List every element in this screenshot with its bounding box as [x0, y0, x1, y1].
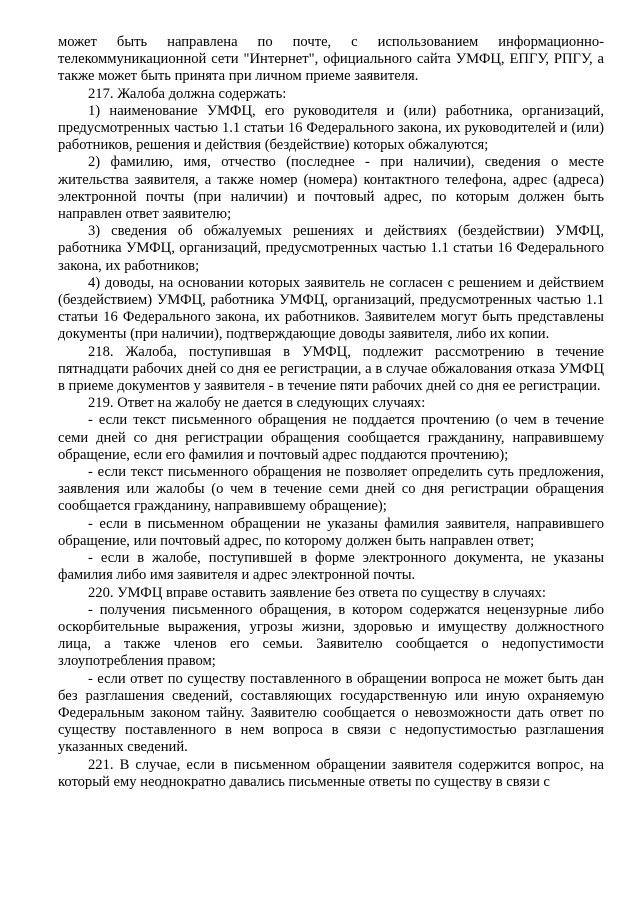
paragraph-217: 217. Жалоба должна содержать: [88, 85, 287, 102]
document-page [58, 34, 604, 791]
paragraph-intro-continuation: может быть направлена по почте, с использованием информационно-телекоммуникационной сети "Интернет", официального сайта УМФЦ, ЕПГУ, РПГУ, а также может быть принята при личном приеме заявителя. [58, 34, 604, 85]
paragraph-221: 221. В случае, если в письменном обращении заявителя содержится вопрос, на который ему неоднократно давались письменные ответы по существу в связи с [58, 756, 604, 790]
paragraph-219: 219. Ответ на жалобу не дается в следующих случаях: [88, 395, 426, 412]
paragraph-220: 220. УМФЦ вправе оставить заявление без ответа по существу в случаях: [88, 584, 546, 601]
paragraph-218: 218. Жалоба, поступившая в УМФЦ, подлежит рассмотрению в течение пятнадцати рабочих дней со дня ее регистрации, а в случае обжалования отказа УМФЦ в приеме документов у заявителя - в течение пяти рабочих дней со дня ее регистрации. [58, 343, 604, 395]
paragraph-217-item-4: 4) доводы, на основании которых заявитель не согласен с решением и действием (бездействием) УМФЦ, работника УМФЦ, организаций, предусмотренных частью 1.1 статьи 16 Федерального закона, их работников. Заявителем могут быть представлены документы (при наличии), подтверждающие доводы заявителя, либо их копии. [58, 274, 604, 343]
paragraph-217-item-1: 1) наименование УМФЦ, его руководителя и (или) работника, организаций, предусмотренных частью 1.1 статьи 16 Федерального закона, их руководителей и (или) работников, решения и действия (бездействие) которых обжалуются; [58, 102, 604, 154]
paragraph-219-case-4: - если в жалобе, поступившей в форме электронного документа, не указаны фамилия либо имя заявителя и адрес электронной почты. [58, 550, 604, 584]
paragraph-217-item-2: 2) фамилию, имя, отчество (последнее - при наличии), сведения о месте жительства заявителя, а также номер (номера) контактного телефона, адрес (адреса) электронной почты (при наличии) и почтовый адрес, по которым должен быть направлен ответ заявителю; [58, 154, 604, 223]
paragraph-220-case-1: - получения письменного обращения, в котором содержатся нецензурные либо оскорбительные выражения, угрозы жизни, здоровью и имуществу должностного лица, а также членов его семьи. Заявителю сообщается о недопустимости злоупотребления правом; [58, 601, 604, 670]
paragraph-219-case-3: - если в письменном обращении не указаны фамилия заявителя, направившего обращение, или почтовый адрес, по которому должен быть направлен ответ; [58, 515, 604, 549]
paragraph-219-case-1: - если текст письменного обращения не поддается прочтению (о чем в течение семи дней со дня регистрации обращения сообщается гражданину, направившему обращение, если его фамилия и почтовый адрес поддаются прочтению); [58, 412, 604, 463]
paragraph-217-item-3: 3) сведения об обжалуемых решениях и действиях (бездействии) УМФЦ, работника УМФЦ, организаций, предусмотренных частью 1.1 статьи 16 Федерального закона, их работников; [58, 223, 604, 274]
paragraph-220-case-2: - если ответ по существу поставленного в обращении вопроса не может быть дан без разглашения сведений, составляющих государственную или иную охраняемую Федеральным законом тайну. Заявителю сообщается о невозможности дать ответ по существу поставленного в нем вопроса в связи с недопустимостью разглашения указанных сведений. [58, 670, 604, 756]
paragraph-219-case-2: - если текст письменного обращения не позволяет определить суть предложения, заявления или жалобы (о чем в течение семи дней со дня регистрации обращения сообщается гражданину, направившему обращение); [58, 464, 604, 515]
